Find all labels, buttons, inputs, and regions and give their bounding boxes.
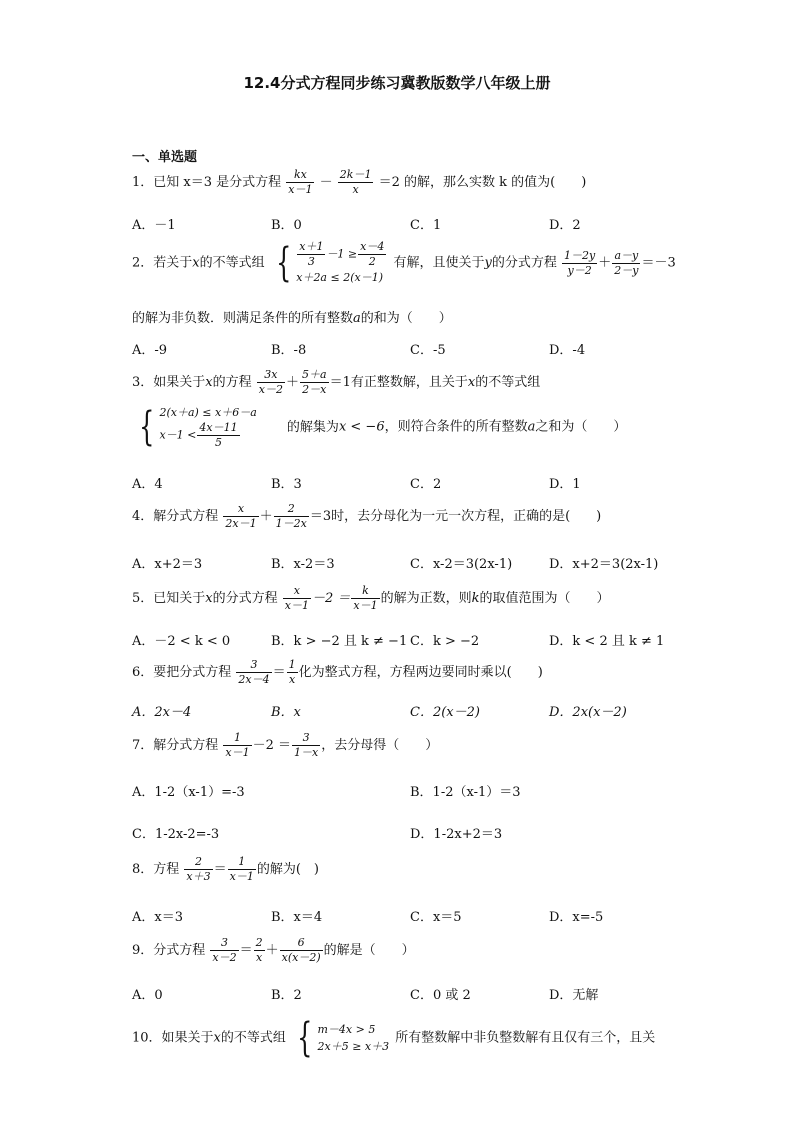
q3-option-b[interactable]: B．3 xyxy=(271,477,302,492)
q7-option-b[interactable]: B．1-2（x-1）＝3 xyxy=(410,785,521,800)
q1-fraction-1: $\frac{kx}{x-1}$ xyxy=(288,168,313,196)
q9-option-b[interactable]: B．2 xyxy=(271,988,302,1003)
q3-inequality-system: { 2(x＋a) ≤ x＋6－a x－1 < $\frac{4x-11}{5}$ xyxy=(139,404,257,450)
question-10: 10．如果关于x的不等式组 { m－4x > 5 2x＋5 ≥ x＋3 所有整数解中非负整数解有且仅有三个，且关 xyxy=(132,1015,656,1061)
q4-option-a[interactable]: A．x+2＝3 xyxy=(132,557,203,572)
q9-option-a[interactable]: A．0 xyxy=(132,988,163,1003)
q9-option-d[interactable]: D．无解 xyxy=(549,988,599,1003)
q4-option-c[interactable]: C．x-2＝3(2x-1) xyxy=(410,557,513,572)
q2-fraction-2: $\frac{a-y}{2-y}$ xyxy=(614,248,639,277)
question-2: 2．若关于x的不等式组 { $\frac{x+1}{3}$ －1 ≥ $\frac{x-4}{2}$ x＋2a ≤ 2(x－1) 有解，且使关于y的分式方程 $\frac{1-2y}{y-2}$ ＋ $\frac{a-y}{2-y}$ ＝－3 xyxy=(132,240,676,286)
q3-option-c[interactable]: C．2 xyxy=(410,477,442,492)
q10-inequality-system: { m－4x > 5 2x＋5 ≥ x＋3 xyxy=(297,1015,390,1061)
question-5: 5．已知关于x的分式方程 $\frac{x}{x-1}$ －2 ＝ $\frac{k}{x-1}$ 的解为正数，则k的取值范围为（ ） xyxy=(132,584,610,612)
q1-option-b[interactable]: B．0 xyxy=(271,218,302,233)
section-heading: 一、单选题 xyxy=(132,150,198,165)
q3-option-a[interactable]: A．4 xyxy=(132,477,163,492)
q2-inequality-system: { $\frac{x+1}{3}$ －1 ≥ $\frac{x-4}{2}$ x＋2a ≤ 2(x－1) xyxy=(275,240,385,286)
question-4: 4．解分式方程 $\frac{x}{2x-1}$ ＋ $\frac{2}{1-2x}$ ＝3时，去分母化为一元一次方程，正确的是( ) xyxy=(132,502,602,530)
question-3: 3．如果关于x的方程 $\frac{3x}{x-2}$ ＋ $\frac{5+a}{2-x}$ ＝1有正整数解，且关于x的不等式组 xyxy=(132,368,541,396)
page-title: 12.4分式方程同步练习冀教版数学八年级上册 xyxy=(243,74,551,92)
question-1: 1．已知 x＝3 是分式方程 $\frac{kx}{x-1}$ － $\frac{2k-1}{x}$ ＝2 的解，那么实数 k 的值为( ) xyxy=(132,168,587,196)
q4-option-b[interactable]: B．x-2＝3 xyxy=(271,557,335,572)
q6-option-a[interactable]: A．2x－4 xyxy=(132,705,192,720)
q1-option-d[interactable]: D．2 xyxy=(549,218,581,233)
q6-option-b[interactable]: B．x xyxy=(271,705,301,720)
q1-option-a[interactable]: A．－1 xyxy=(132,218,176,233)
q3-option-d[interactable]: D．1 xyxy=(549,477,581,492)
question-3-line-2: { 2(x＋a) ≤ x＋6－a x－1 < $\frac{4x-11}{5}$ 的解集为x < −6，则符合条件的所有整数a之和为（ ） xyxy=(132,404,626,450)
q2-option-a[interactable]: A．-9 xyxy=(132,343,168,358)
question-2-line-2: 的解为非负数．则满足条件的所有整数a的和为（ ） xyxy=(132,311,452,326)
q7-option-a[interactable]: A．1-2（x-1）=-3 xyxy=(132,785,245,800)
q5-option-b[interactable]: B．k > −2 且 k ≠ −1 xyxy=(271,634,408,649)
q7-option-c[interactable]: C．1-2x-2=-3 xyxy=(132,827,220,842)
q8-option-a[interactable]: A．x＝3 xyxy=(132,910,183,925)
question-7: 7．解分式方程 $\frac{1}{x-1}$ －2 ＝ $\frac{3}{1-x}$ ，去分母得（ ） xyxy=(132,731,439,759)
q1-option-c[interactable]: C．1 xyxy=(410,218,442,233)
q6-option-c[interactable]: C．2(x－2) xyxy=(410,705,480,720)
q5-option-d[interactable]: D．k < 2 且 k ≠ 1 xyxy=(549,634,665,649)
q5-option-a[interactable]: A．－2 < k < 0 xyxy=(132,634,231,649)
question-9: 9．分式方程 $\frac{3}{x-2}$ ＝ $\frac{2}{x}$ ＋ $\frac{6}{x(x-2)}$ 的解是（ ） xyxy=(132,936,415,964)
q9-option-c[interactable]: C．0 或 2 xyxy=(410,988,471,1003)
q7-option-d[interactable]: D．1-2x+2＝3 xyxy=(410,827,503,842)
q2-fraction-1: $\frac{1-2y}{y-2}$ xyxy=(564,248,596,277)
question-6: 6．要把分式方程 $\frac{3}{2x-4}$ ＝ $\frac{1}{x}$ 化为整式方程，方程两边要同时乘以( ) xyxy=(132,658,543,686)
q8-option-d[interactable]: D．x=-5 xyxy=(549,910,604,925)
q5-option-c[interactable]: C．k > −2 xyxy=(410,634,480,649)
q1-stem: 1．已知 x＝3 是分式方程 xyxy=(132,175,282,190)
question-8: 8．方程 $\frac{2}{x+3}$ ＝ $\frac{1}{x-1}$ 的解为( ) xyxy=(132,855,319,883)
q2-option-b[interactable]: B．-8 xyxy=(271,343,307,358)
q8-option-b[interactable]: B．x＝4 xyxy=(271,910,323,925)
q1-fraction-2: $\frac{2k-1}{x}$ xyxy=(339,168,372,196)
q4-option-d[interactable]: D．x+2＝3(2x-1) xyxy=(549,557,659,572)
q6-option-d[interactable]: D．2x(x－2) xyxy=(549,705,627,720)
q8-option-c[interactable]: C．x＝5 xyxy=(410,910,462,925)
q2-option-d[interactable]: D．-4 xyxy=(549,343,586,358)
q2-option-c[interactable]: C．-5 xyxy=(410,343,446,358)
